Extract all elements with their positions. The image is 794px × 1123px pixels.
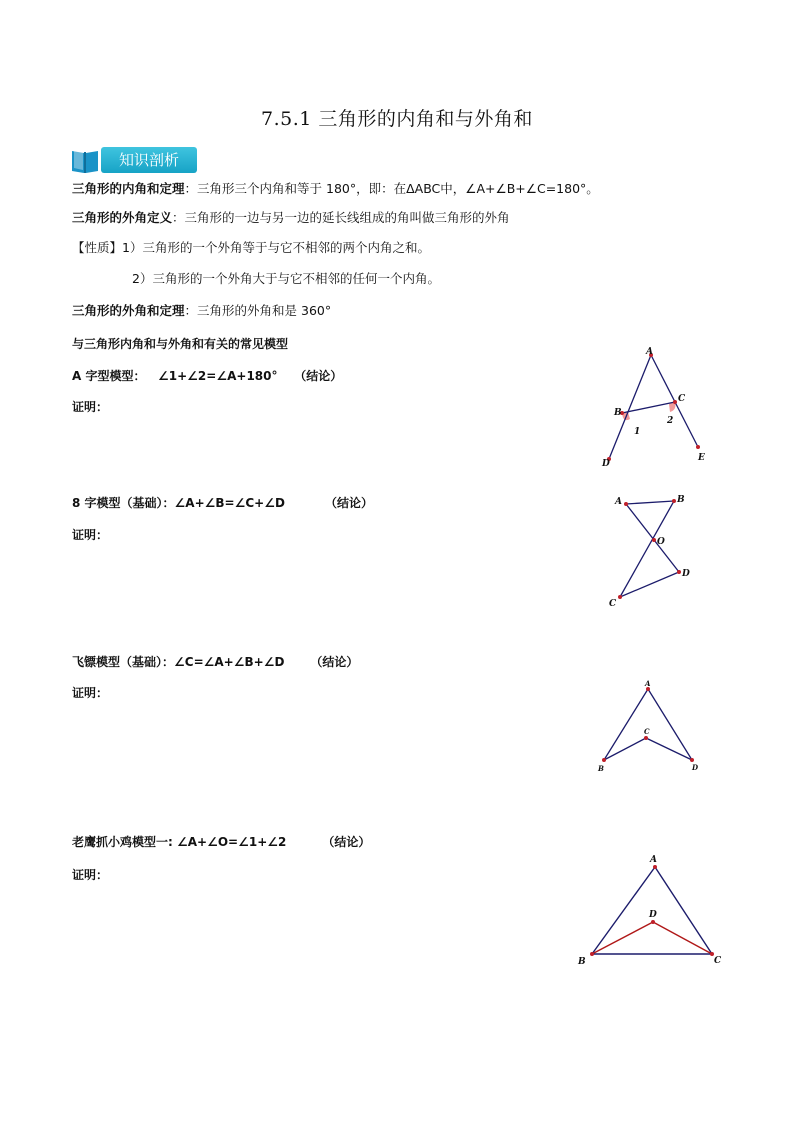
model-eight-heading: 8 字模型（基础）：∠A+∠B=∠C+∠D （结论）: [72, 496, 373, 510]
section-heading: 与三角形内角和与外角和有关的常见模型: [72, 337, 289, 351]
banner-label: 知识剖析: [101, 147, 197, 173]
book-icon: [70, 146, 100, 174]
svg-text:D: D: [602, 459, 610, 469]
model-a-heading: A 字型模型： ∠1+∠2=∠A+180° （结论）: [72, 369, 343, 383]
svg-text:C: C: [609, 599, 617, 609]
svg-text:B: B: [598, 764, 604, 773]
svg-text:C: C: [644, 727, 650, 736]
svg-text:B: B: [614, 408, 622, 418]
property-2: 2）三角形的一个外角大于与它不相邻的任何一个内角。: [132, 271, 440, 286]
svg-text:C: C: [678, 394, 686, 404]
svg-text:D: D: [682, 569, 690, 579]
model-eagle-proof-label: 证明：: [72, 868, 109, 882]
model-dart-proof-label: 证明：: [72, 686, 109, 700]
eagle-model-figure: [572, 848, 732, 968]
svg-text:C: C: [714, 956, 722, 966]
a-model-figure: [590, 344, 720, 469]
svg-text:D: D: [692, 763, 699, 772]
dart-model-figure: [590, 676, 710, 776]
svg-text:A: A: [615, 497, 622, 507]
model-dart-heading: 飞镖模型（基础）：∠C=∠A+∠B+∠D （结论）: [72, 655, 359, 669]
svg-text:O: O: [657, 537, 665, 547]
svg-text:B: B: [677, 495, 685, 505]
svg-text:B: B: [578, 957, 586, 967]
eight-model-figure: [600, 490, 700, 610]
model-a-proof-label: 证明：: [72, 400, 109, 414]
svg-text:1: 1: [634, 427, 641, 437]
svg-text:A: A: [645, 679, 651, 688]
svg-text:D: D: [649, 910, 657, 920]
inner-angle-theorem: 三角形的内角和定理：三角形三个内角和等于 180°，即：在ΔABC中，∠A+∠B+∠C=180°。: [72, 181, 599, 196]
outer-angle-definition: 三角形的外角定义：三角形的一边与另一边的延长线组成的角叫做三角形的外角: [72, 210, 510, 225]
svg-text:A: A: [646, 347, 653, 357]
svg-text:2: 2: [667, 416, 674, 426]
section-banner: [70, 146, 198, 174]
page-title: 7.5.1 三角形的内角和与外角和: [261, 108, 533, 130]
svg-text:A: A: [650, 855, 657, 865]
model-eight-proof-label: 证明：: [72, 528, 109, 542]
svg-text:E: E: [698, 453, 705, 463]
property-1: 【性质】1）三角形的一个外角等于与它不相邻的两个内角之和。: [72, 240, 430, 255]
model-eagle-heading: 老鹰抓小鸡模型一: ∠A+∠O=∠1+∠2 （结论）: [72, 835, 371, 849]
outer-angle-sum-theorem: 三角形的外角和定理：三角形的外角和是 360°: [72, 303, 332, 318]
